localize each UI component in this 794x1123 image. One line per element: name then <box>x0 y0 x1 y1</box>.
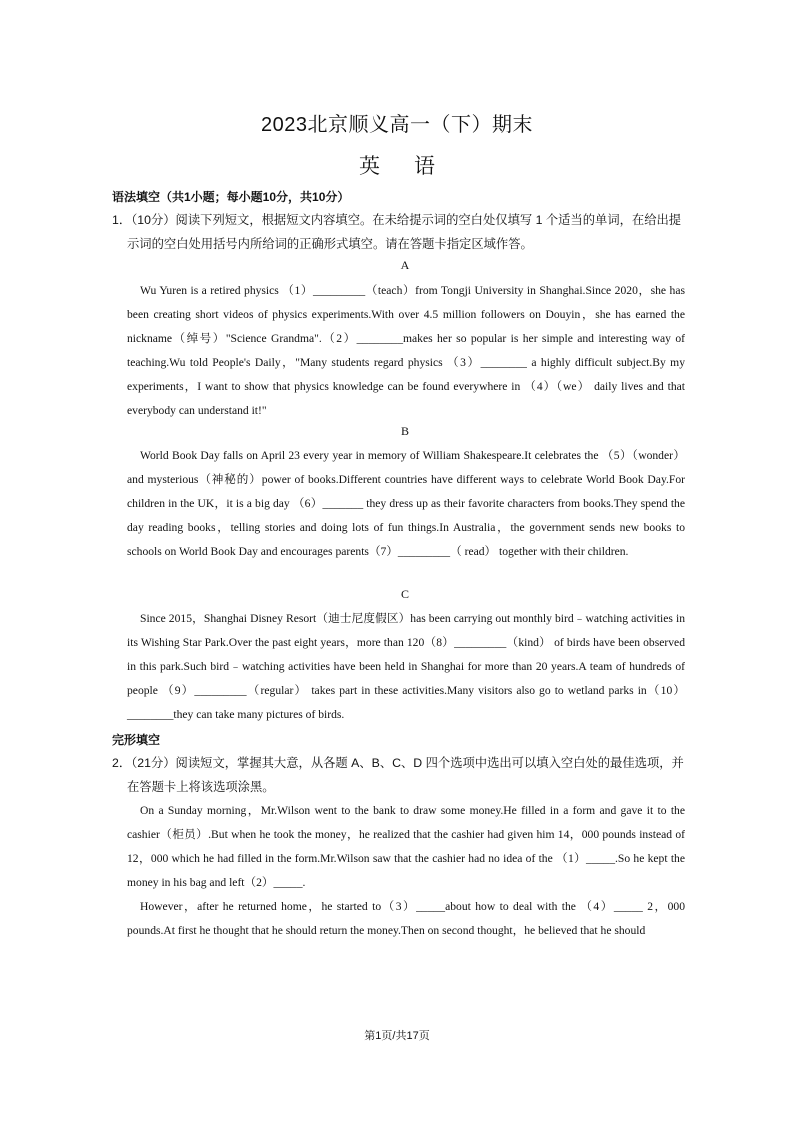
passage-b <box>127 444 685 564</box>
section-heading-cloze: 完形填空 <box>112 733 161 747</box>
passage-c-text: Since 2015，Shanghai Disney Resort（迪士尼度假区）has been carrying out monthly bird﹣watching activities in its Wishing Star Park.Over the past eight years，more than 120（8）_________（kind） of birds have been observed in this park.Such bird﹣watching activities have been held in Shanghai for more than 20 years.A team of hundreds of people （9）_________（regular） takes part in these activities.Many visitors also go to wetland parks in（10）________they can take many pictures of birds. <box>127 612 685 721</box>
question-2-line-2: 在答题卡上将该选项涂黑。 <box>127 780 275 794</box>
question-2-instructions <box>112 751 686 799</box>
passage-a <box>127 279 685 423</box>
cloze-paragraph-1: On a Sunday morning，Mr.Wilson went to the bank to draw some money.He filled in a form and gave it to the cashier（柜员）.But when he took the money，he realized that the cashier had given him 14，000 pounds instead of 12，000 which he had filled in the form.Mr.Wilson saw that the cashier had no idea of the （1）_____.So he kept the money in his bag and left（2）_____. <box>127 804 685 889</box>
question-2-line-1: 2．（21分）阅读短文，掌握其大意，从各题 A、B、C、D 四个选项中选出可以填入空白处的最佳选项，并 <box>112 756 684 770</box>
passage-b-text: World Book Day falls on April 23 every year in memory of William Shakespeare.It celebrates the （5）（wonder）and mysterious（神秘的）power of books.Different countries have different ways to celebrate World Book Day.For children in the UK，it is a big day （6）_______ they dress up as their favorite characters from books.They spend the day reading books，telling stories and doing lots of fun things.In Australia，the government sends new books to schools on World Book Day and encourages parents（7）_________（ read） together with their children. <box>127 449 685 558</box>
passage-a-text: Wu Yuren is a retired physics （1）_________（teach）from Tongji University in Shanghai.Since 2020，she has been creating short videos of physics experiments.With over 4.5 million followers on Douyin，she has earned the nickname（绰号）"Science Grandma".（2）________makes her so popular is her simple and interesting way of teaching.Wu told People's Daily，"Many students regard physics （3）________ a highly difficult subject.By my experiments，I want to show that physics knowledge can be found everywhere in （4）（we） daily lives and that everybody can understand it!" <box>127 284 685 417</box>
page-number: 第1页/共17页 <box>364 1030 430 1042</box>
page-title: 2023北京顺义高一（下）期末 <box>261 114 533 136</box>
passage-c <box>127 607 685 727</box>
section-heading-grammar: 语法填空（共1小题；每小题10分，共10分） <box>112 190 350 204</box>
question-1-line-2: 示词的空白处用括号内所给词的正确形式填空。请在答题卡指定区域作答。 <box>127 237 533 251</box>
subject-title: 英语 <box>359 155 469 178</box>
passage-a-label: A <box>400 258 410 272</box>
cloze-passage <box>127 799 685 943</box>
question-1-instructions <box>112 208 686 256</box>
cloze-paragraph-2: However，after he returned home，he started to（3）_____about how to deal with the （4）_____ 2，000 pounds.At first he thought that he should return the money.Then on second thought，he believed that he should <box>127 900 685 937</box>
passage-c-label: C <box>400 587 409 601</box>
passage-b-label: B <box>400 424 409 438</box>
question-1-line-1: 1．（10分）阅读下列短文，根据短文内容填空。在未给提示词的空白处仅填写 1 个适当的单词，在给出提 <box>112 213 682 227</box>
